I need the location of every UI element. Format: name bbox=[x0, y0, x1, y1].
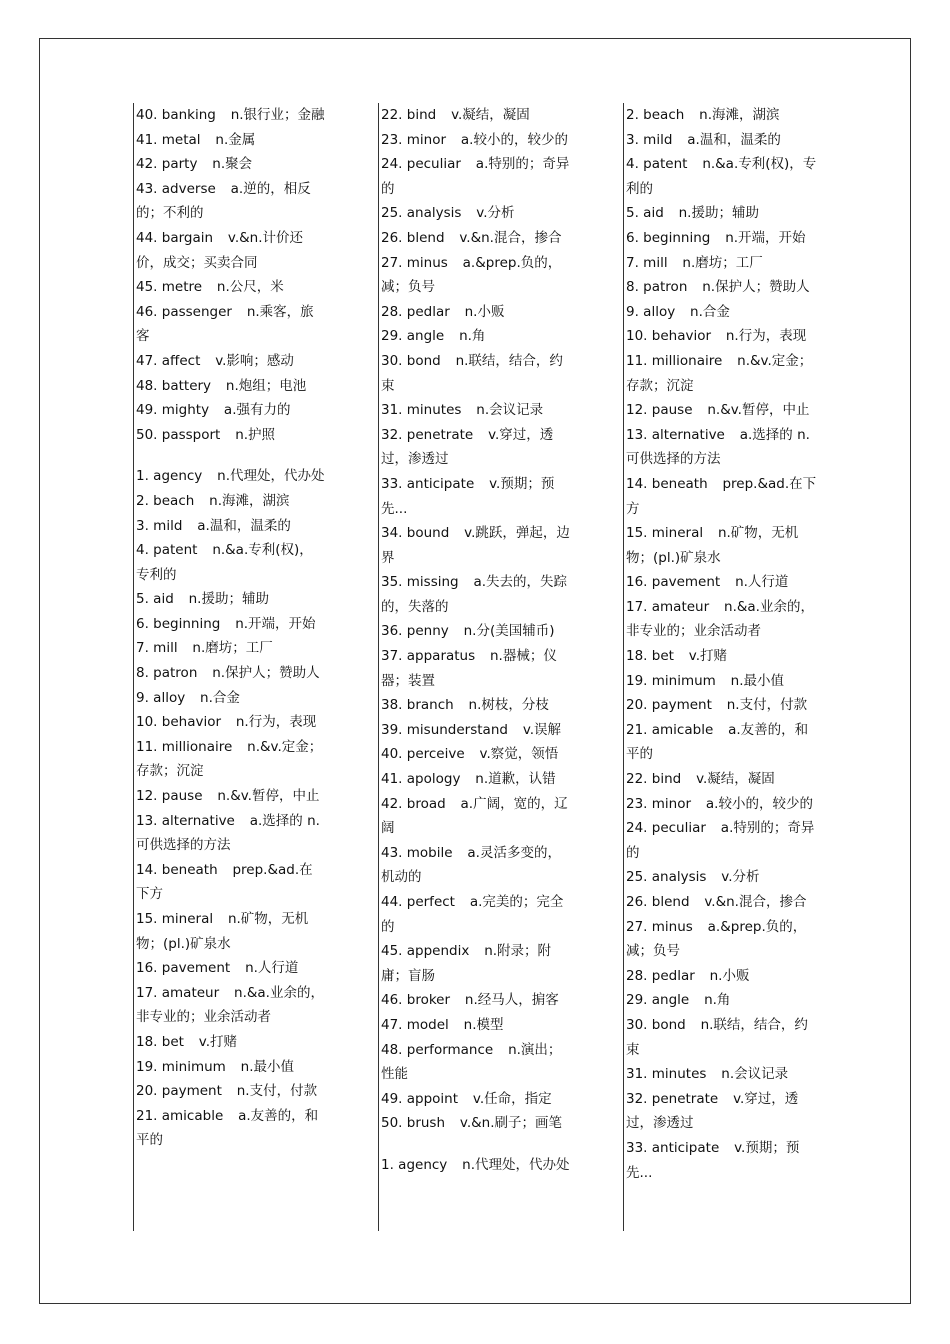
vocab-definition: n.联结，结合，约束 bbox=[626, 1016, 808, 1058]
vocab-definition: n.&v.暂停，中止 bbox=[217, 788, 320, 805]
vocab-word: 29. angle bbox=[626, 992, 690, 1009]
vocab-definition: n.行为，表现 bbox=[725, 328, 807, 345]
vocab-definition: n.最小值 bbox=[730, 672, 785, 689]
vocab-word: 1. agency bbox=[136, 468, 203, 485]
vocab-definition: n.附录；附庸；盲肠 bbox=[381, 943, 552, 984]
vocab-word: 14. beneath bbox=[626, 475, 708, 492]
vocab-word: 36. penny bbox=[381, 623, 449, 640]
vocab-definition: n.角 bbox=[704, 992, 731, 1009]
vocab-entry bbox=[136, 538, 325, 587]
vocab-entry bbox=[626, 644, 819, 669]
vocab-entry bbox=[381, 152, 574, 201]
vocab-entry bbox=[381, 644, 574, 693]
vocab-definition: n.&v.暂停，中止 bbox=[707, 402, 810, 419]
vocab-entry bbox=[381, 251, 574, 300]
vocab-word: 7. mill bbox=[136, 640, 178, 657]
vocab-word: 9. alloy bbox=[136, 689, 186, 706]
vocab-entry bbox=[626, 816, 819, 865]
vocab-word: 21. amicable bbox=[626, 721, 714, 738]
vocab-word: 15. mineral bbox=[136, 911, 214, 927]
vocab-definition: n.树枝，分枝 bbox=[468, 697, 549, 714]
vocab-definition: v.凝结，凝固 bbox=[451, 107, 530, 123]
vocab-word: 24. peculiar bbox=[626, 820, 706, 837]
vocab-entry bbox=[381, 1153, 574, 1178]
vocab-word: 10. behavior bbox=[626, 328, 712, 345]
vocab-word: 33. anticipate bbox=[626, 1139, 720, 1156]
vocab-word: 6. beginning bbox=[136, 615, 221, 632]
vocab-definition: n.银行业；金融 bbox=[230, 107, 325, 123]
vocab-entry bbox=[136, 612, 325, 637]
vocab-entry bbox=[381, 521, 574, 570]
vocab-entry bbox=[626, 767, 819, 792]
vocab-word: 19. minimum bbox=[626, 672, 716, 689]
vocab-definition: v.穿过，透过，渗透过 bbox=[626, 1090, 799, 1132]
vocab-entry bbox=[381, 398, 574, 423]
vocab-entry bbox=[381, 619, 574, 644]
vocab-definition: a.灵活多变的，机动的 bbox=[381, 844, 561, 886]
vocab-entry bbox=[136, 1030, 325, 1055]
vocab-entry bbox=[626, 152, 819, 201]
vocab-entry bbox=[136, 710, 325, 735]
vocab-column-3 bbox=[623, 103, 819, 1231]
vocab-word: 23. minor bbox=[381, 131, 447, 148]
vocab-entry bbox=[381, 1013, 574, 1038]
vocab-definition: n.援助；辅助 bbox=[678, 205, 759, 222]
vocab-word: 40. perceive bbox=[381, 746, 465, 763]
vocab-entry bbox=[381, 324, 574, 349]
vocab-definition: n.&a.专利(权)，专利的 bbox=[626, 156, 817, 197]
vocab-entry bbox=[136, 514, 325, 539]
vocab-word: 41. apology bbox=[381, 771, 461, 788]
vocab-word: 12. pause bbox=[626, 402, 693, 419]
vocab-word: 12. pause bbox=[136, 788, 203, 805]
vocab-entry bbox=[136, 907, 325, 956]
vocab-entry bbox=[626, 521, 819, 570]
vocab-word: 22. bind bbox=[381, 107, 437, 123]
vocab-entry bbox=[381, 792, 574, 841]
vocab-entry bbox=[136, 349, 325, 374]
vocab-entry bbox=[136, 981, 325, 1030]
vocab-word: 20. payment bbox=[136, 1083, 222, 1100]
vocab-definition: a.选择的 n.可供选择的方法 bbox=[626, 426, 810, 468]
vocab-definition: a.选择的 n.可供选择的方法 bbox=[136, 812, 320, 854]
vocab-word: 20. payment bbox=[626, 697, 712, 714]
vocab-word: 11. millionaire bbox=[626, 352, 723, 369]
vocab-word: 32. penetrate bbox=[381, 426, 474, 443]
vocab-definition: v.预期；预先... bbox=[381, 475, 555, 517]
vocab-word: 6. beginning bbox=[626, 229, 711, 246]
vocab-entry bbox=[626, 865, 819, 890]
vocab-entry bbox=[626, 103, 819, 128]
vocab-entry bbox=[136, 1104, 325, 1153]
vocab-word: 18. bet bbox=[626, 648, 674, 665]
vocab-definition: a.强有力的 bbox=[223, 402, 291, 419]
vocab-entry bbox=[381, 570, 574, 619]
vocab-entry bbox=[626, 1062, 819, 1087]
vocab-word: 13. alternative bbox=[626, 426, 725, 443]
vocab-word: 1. agency bbox=[381, 1156, 448, 1173]
vocab-word: 44. bargain bbox=[136, 229, 214, 246]
vocab-definition: a.较小的，较少的 bbox=[705, 795, 813, 812]
vocab-word: 46. broker bbox=[381, 992, 451, 1009]
vocab-entry bbox=[381, 988, 574, 1013]
vocab-definition: a.友善的，和平的 bbox=[136, 1107, 319, 1149]
vocab-entry bbox=[626, 988, 819, 1013]
vocab-word: 7. mill bbox=[626, 254, 668, 271]
vocab-definition: n.乘客，旅客 bbox=[136, 303, 314, 345]
vocab-definition: n.行为，表现 bbox=[235, 714, 317, 731]
vocab-word: 45. appendix bbox=[381, 943, 470, 960]
vocab-entry bbox=[136, 177, 325, 226]
vocab-entry bbox=[381, 201, 574, 226]
vocab-definition: v.任命，指定 bbox=[472, 1090, 552, 1107]
vocab-word: 17. amateur bbox=[626, 598, 710, 615]
vocab-word: 47. model bbox=[381, 1016, 449, 1033]
vocab-entry bbox=[136, 152, 325, 177]
vocab-word: 38. branch bbox=[381, 697, 454, 714]
vocab-entry bbox=[381, 742, 574, 767]
vocab-entry bbox=[626, 398, 819, 423]
vocab-entry bbox=[626, 964, 819, 989]
vocab-entry bbox=[626, 128, 819, 153]
vocab-word: 14. beneath bbox=[136, 861, 218, 878]
vocab-entry bbox=[136, 275, 325, 300]
vocab-column-2 bbox=[378, 103, 574, 1231]
vocab-definition: v.分析 bbox=[476, 205, 515, 222]
vocab-entry bbox=[136, 858, 325, 907]
vocab-definition: n.模型 bbox=[463, 1016, 504, 1033]
vocab-definition: n.最小值 bbox=[240, 1058, 295, 1075]
vocab-definition: prep.&ad.在下方 bbox=[626, 475, 817, 517]
vocab-entry bbox=[626, 349, 819, 398]
vocab-definition: n.道歉，认错 bbox=[475, 771, 556, 788]
vocab-definition: a.完美的；完全的 bbox=[381, 894, 564, 935]
vocab-definition: n.聚会 bbox=[212, 156, 253, 173]
vocab-word: 40. banking bbox=[136, 107, 216, 123]
vocab-definition: n.器械；仪器；装置 bbox=[381, 648, 557, 689]
vocab-entry bbox=[626, 693, 819, 718]
vocab-definition: n.代理处，代办处 bbox=[217, 468, 325, 485]
vocab-word: 39. misunderstand bbox=[381, 721, 508, 738]
vocab-word: 31. minutes bbox=[626, 1066, 707, 1083]
vocab-word: 48. battery bbox=[136, 377, 212, 394]
vocab-entry bbox=[626, 570, 819, 595]
vocab-word: 37. apparatus bbox=[381, 648, 476, 665]
vocab-definition: n.人行道 bbox=[735, 574, 789, 591]
vocab-word: 26. blend bbox=[381, 229, 445, 246]
vocab-definition: n.开端，开始 bbox=[725, 229, 806, 246]
vocab-entry bbox=[626, 300, 819, 325]
vocab-entry bbox=[136, 784, 325, 809]
vocab-word: 8. patron bbox=[626, 279, 688, 296]
vocab-word: 18. bet bbox=[136, 1033, 184, 1050]
vocab-entry bbox=[626, 1087, 819, 1136]
vocab-definition: n.合金 bbox=[690, 303, 730, 320]
vocab-entry bbox=[136, 1055, 325, 1080]
vocab-definition: n.金属 bbox=[215, 131, 256, 148]
vocab-entry bbox=[626, 226, 819, 251]
vocab-column-1 bbox=[133, 103, 325, 1231]
vocab-word: 35. missing bbox=[381, 574, 459, 591]
vocab-definition: n.代理处，代办处 bbox=[462, 1156, 570, 1173]
vocab-definition: v.&n.混合，掺合 bbox=[704, 894, 807, 910]
vocab-definition: v.&n.计价还价，成交；买卖合同 bbox=[136, 229, 304, 271]
vocab-entry bbox=[381, 472, 574, 521]
vocab-entry bbox=[381, 1038, 574, 1087]
vocab-entry bbox=[136, 956, 325, 981]
vocab-definition: v.打赌 bbox=[198, 1033, 238, 1050]
vocab-word: 33. anticipate bbox=[381, 475, 475, 492]
vocab-definition: n.小贩 bbox=[709, 967, 750, 984]
vocab-definition: n.合金 bbox=[200, 689, 240, 706]
vocab-entry bbox=[381, 423, 574, 472]
vocab-word: 28. pedlar bbox=[626, 967, 695, 984]
vocab-word: 13. alternative bbox=[136, 812, 235, 829]
vocab-definition: n.经马人，掮客 bbox=[464, 992, 559, 1009]
vocab-definition: a.广阔，宽的，辽阔 bbox=[381, 795, 568, 837]
vocab-entry bbox=[381, 300, 574, 325]
vocab-definition: a.&prep.负的，减；负号 bbox=[626, 918, 807, 960]
vocab-word: 42. broad bbox=[381, 795, 446, 812]
vocab-entry bbox=[381, 767, 574, 792]
vocab-word: 21. amicable bbox=[136, 1107, 224, 1124]
vocab-definition: n.炮组；电池 bbox=[225, 377, 307, 394]
vocab-definition: n.演出；性能 bbox=[381, 1041, 562, 1083]
vocab-entry bbox=[136, 636, 325, 661]
vocab-word: 2. beach bbox=[136, 492, 195, 509]
vocab-word: 10. behavior bbox=[136, 714, 222, 731]
vocab-word: 50. brush bbox=[381, 1115, 446, 1132]
vocab-entry bbox=[626, 423, 819, 472]
vocab-entry bbox=[626, 792, 819, 817]
vocab-word: 32. penetrate bbox=[626, 1090, 719, 1107]
vocab-definition: v.&n.刷子；画笔 bbox=[459, 1115, 562, 1132]
vocab-definition: v.预期；预先... bbox=[626, 1139, 800, 1181]
vocab-entry bbox=[626, 275, 819, 300]
vocab-definition: a.友善的，和平的 bbox=[626, 721, 809, 763]
vocab-definition: v.分析 bbox=[721, 869, 760, 886]
vocab-word: 31. minutes bbox=[381, 402, 462, 419]
vocab-definition: a.特别的；奇异的 bbox=[381, 156, 570, 197]
vocab-definition: n.&a.专利(权)，专利的 bbox=[136, 542, 313, 583]
vocab-entry bbox=[136, 423, 325, 448]
vocab-entry bbox=[381, 349, 574, 398]
vocab-entry bbox=[626, 1136, 819, 1185]
vocab-definition: v.打赌 bbox=[688, 648, 728, 665]
vocab-definition: n.援助；辅助 bbox=[188, 591, 269, 608]
vocab-word: 8. patron bbox=[136, 665, 198, 682]
vocab-word: 48. performance bbox=[381, 1041, 494, 1058]
vocab-word: 4. patent bbox=[626, 156, 688, 173]
vocab-word: 25. analysis bbox=[381, 205, 462, 222]
vocab-word: 30. bond bbox=[626, 1016, 686, 1033]
vocab-entry bbox=[381, 718, 574, 743]
vocab-entry bbox=[381, 1111, 574, 1136]
vocab-definition: n.磨坊；工厂 bbox=[682, 254, 763, 271]
vocab-word: 24. peculiar bbox=[381, 156, 461, 173]
vocab-definition: n.矿物，无机物；(pl.)矿泉水 bbox=[136, 911, 309, 952]
vocab-entry bbox=[136, 398, 325, 423]
vocab-entry bbox=[626, 718, 819, 767]
vocab-entry bbox=[136, 226, 325, 275]
vocab-definition: n.支付，付款 bbox=[236, 1083, 318, 1100]
vocab-entry bbox=[136, 587, 325, 612]
vocab-word: 42. party bbox=[136, 156, 198, 173]
vocab-definition: v.穿过，透过，渗透过 bbox=[381, 426, 554, 468]
vocab-word: 43. adverse bbox=[136, 180, 216, 197]
vocab-entry bbox=[136, 300, 325, 349]
vocab-word: 43. mobile bbox=[381, 844, 453, 861]
vocab-definition: v.误解 bbox=[522, 721, 562, 738]
vocab-entry bbox=[626, 669, 819, 694]
vocab-word: 50. passport bbox=[136, 426, 221, 443]
vocab-definition: prep.&ad.在下方 bbox=[136, 861, 313, 903]
vocab-word: 27. minus bbox=[626, 918, 693, 935]
vocab-entry bbox=[626, 201, 819, 226]
vocab-definition: n.海滩，湖滨 bbox=[209, 492, 290, 509]
vocab-entry bbox=[136, 374, 325, 399]
vocab-word: 46. passenger bbox=[136, 303, 232, 320]
vocab-entry bbox=[381, 939, 574, 988]
vocab-definition: v.察觉，领悟 bbox=[479, 746, 559, 763]
vocab-word: 16. pavement bbox=[136, 960, 231, 977]
vocab-definition: n.支付，付款 bbox=[726, 697, 808, 714]
vocab-word: 15. mineral bbox=[626, 525, 704, 542]
vocab-entry bbox=[626, 595, 819, 644]
vocab-entry bbox=[136, 128, 325, 153]
vocab-entry bbox=[381, 693, 574, 718]
vocab-entry bbox=[136, 103, 325, 128]
vocab-definition: n.海滩，湖滨 bbox=[699, 107, 780, 123]
vocab-entry bbox=[136, 661, 325, 686]
vocab-word: 25. analysis bbox=[626, 869, 707, 886]
vocab-entry bbox=[136, 489, 325, 514]
vocab-definition: a.逆的，相反的；不利的 bbox=[136, 180, 311, 222]
vocab-word: 28. pedlar bbox=[381, 303, 450, 320]
vocab-word: 27. minus bbox=[381, 254, 448, 271]
vocab-definition: a.温和，温柔的 bbox=[687, 131, 781, 148]
vocab-entry bbox=[381, 128, 574, 153]
vocab-word: 29. angle bbox=[381, 328, 445, 345]
vocab-definition: v.影响；感动 bbox=[215, 352, 294, 369]
vocab-word: 2. beach bbox=[626, 107, 685, 123]
vocab-entry bbox=[381, 103, 574, 128]
vocab-entry bbox=[136, 809, 325, 858]
vocab-definition: n.人行道 bbox=[245, 960, 299, 977]
vocab-definition: n.开端，开始 bbox=[235, 615, 316, 632]
vocab-definition: a.较小的，较少的 bbox=[460, 131, 568, 148]
vocab-word: 41. metal bbox=[136, 131, 201, 148]
vocab-word: 47. affect bbox=[136, 352, 201, 369]
vocab-word: 49. appoint bbox=[381, 1090, 459, 1107]
vocab-entry bbox=[626, 251, 819, 276]
vocab-word: 44. perfect bbox=[381, 894, 455, 910]
vocab-definition: n.联结，结合，约束 bbox=[381, 352, 563, 394]
vocab-definition: n.小贩 bbox=[464, 303, 505, 320]
vocab-word: 22. bind bbox=[626, 771, 682, 788]
vocab-word: 17. amateur bbox=[136, 984, 220, 1001]
vocab-definition: n.矿物，无机物；(pl.)矿泉水 bbox=[626, 525, 799, 566]
vocab-definition: v.跳跃，弹起，边界 bbox=[381, 525, 570, 566]
vocab-word: 5. aid bbox=[136, 591, 174, 608]
vocab-entry bbox=[136, 686, 325, 711]
vocab-definition: n.&v.定金；存款；沉淀 bbox=[626, 352, 813, 394]
vocab-word: 26. blend bbox=[626, 894, 690, 910]
vocab-definition: n.磨坊；工厂 bbox=[192, 640, 273, 657]
vocab-definition: n.护照 bbox=[235, 426, 276, 443]
vocab-word: 3. mild bbox=[136, 517, 183, 534]
vocab-definition: n.&v.定金；存款；沉淀 bbox=[136, 738, 323, 780]
vocab-definition: a.&prep.负的，减；负号 bbox=[381, 254, 562, 296]
vocab-word: 5. aid bbox=[626, 205, 664, 222]
vocab-word: 11. millionaire bbox=[136, 738, 233, 755]
vocab-word: 30. bond bbox=[381, 352, 441, 369]
vocab-word: 16. pavement bbox=[626, 574, 721, 591]
vocab-word: 49. mighty bbox=[136, 402, 210, 419]
vocab-entry bbox=[381, 1087, 574, 1112]
vocab-definition: n.保护人；赞助人 bbox=[702, 279, 810, 296]
vocab-definition: v.凝结，凝固 bbox=[696, 771, 775, 788]
vocab-word: 4. patent bbox=[136, 542, 198, 559]
vocab-entry bbox=[136, 464, 325, 489]
vocab-definition: n.&a.业余的，非专业的；业余活动者 bbox=[136, 984, 324, 1026]
vocab-entry bbox=[136, 735, 325, 784]
vocab-word: 23. minor bbox=[626, 795, 692, 812]
vocab-definition: n.会议记录 bbox=[721, 1066, 789, 1083]
vocab-definition: n.&a.业余的，非专业的；业余活动者 bbox=[626, 598, 814, 640]
vocab-word: 45. metre bbox=[136, 279, 203, 296]
vocab-definition: n.公尺，米 bbox=[216, 279, 284, 296]
vocab-definition: n.保护人；赞助人 bbox=[212, 665, 320, 682]
vocab-entry bbox=[626, 915, 819, 964]
vocab-entry bbox=[381, 841, 574, 890]
vocab-word: 19. minimum bbox=[136, 1058, 226, 1075]
vocab-word: 3. mild bbox=[626, 131, 673, 148]
vocab-entry bbox=[626, 1013, 819, 1062]
vocab-entry bbox=[626, 324, 819, 349]
vocab-definition: v.&n.混合，掺合 bbox=[459, 229, 562, 246]
vocab-definition: n.会议记录 bbox=[476, 402, 544, 419]
vocab-word: 9. alloy bbox=[626, 303, 676, 320]
vocab-definition: a.特别的；奇异的 bbox=[626, 820, 815, 861]
vocab-definition: n.角 bbox=[459, 328, 486, 345]
vocab-definition: a.温和，温柔的 bbox=[197, 517, 291, 534]
vocab-entry bbox=[626, 890, 819, 915]
vocab-entry bbox=[136, 1079, 325, 1104]
vocab-entry bbox=[381, 226, 574, 251]
vocab-entry bbox=[626, 472, 819, 521]
vocab-definition: a.失去的，失踪的，失落的 bbox=[381, 574, 568, 615]
vocab-entry bbox=[381, 890, 574, 939]
vocab-word: 34. bound bbox=[381, 525, 450, 542]
vocab-definition: n.分(美国辅币) bbox=[463, 623, 555, 640]
